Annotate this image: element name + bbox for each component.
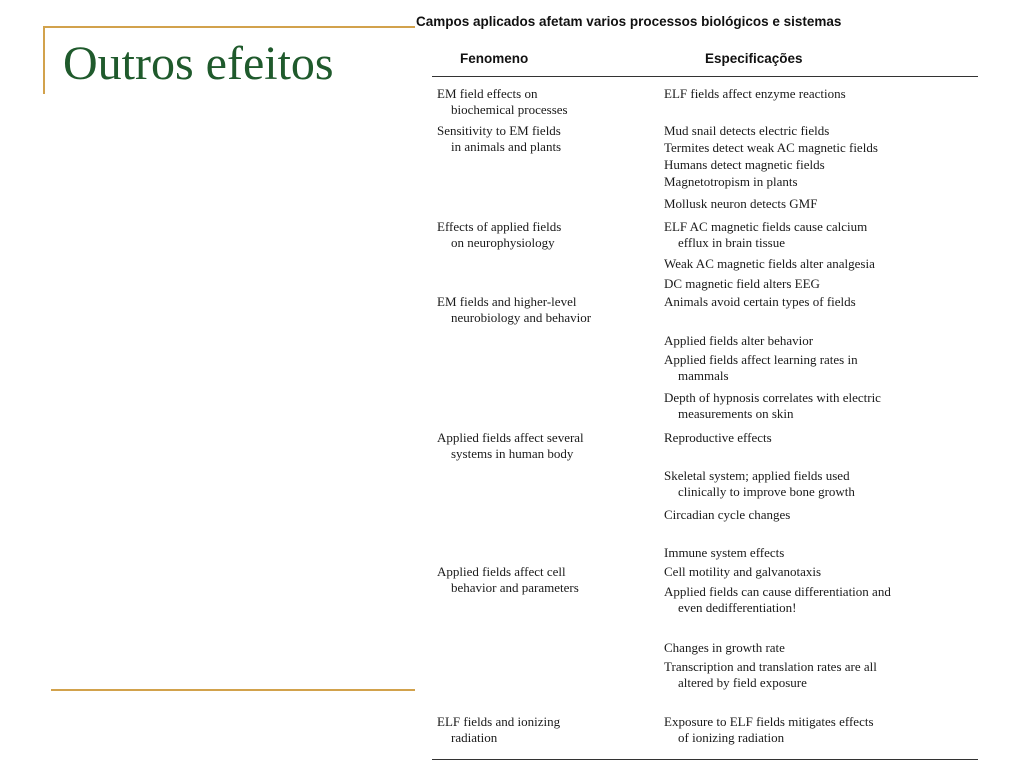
decorative-bottom-rule [51, 689, 415, 691]
header-specifications: Especificações [705, 51, 803, 66]
specification-cell: ELF AC magnetic fields cause calcium efflux in brain tissue [664, 219, 868, 250]
specification-cell: Magnetotropism in plants [664, 174, 798, 189]
specification-cell: Transcription and translation rates are all altered by field exposure [664, 659, 877, 690]
specification-cell: Exposure to ELF fields mitigates effects of ionizing radiation [664, 714, 874, 745]
phenomenon-cell: Sensitivity to EM fields in animals and plants [437, 123, 562, 154]
specification-cell: Skeletal system; applied fields used clinically to improve bone growth [664, 468, 855, 499]
specification-cell: Reproductive effects [664, 430, 772, 445]
specification-cell: DC magnetic field alters EEG [664, 276, 820, 291]
decorative-left-rule [43, 26, 45, 94]
phenomenon-cell: Applied fields affect cell behavior and parameters [437, 564, 579, 595]
specification-cell: Depth of hypnosis correlates with electric measurements on skin [664, 390, 881, 421]
specification-cell: Weak AC magnetic fields alter analgesia [664, 256, 875, 271]
specification-cell: Changes in growth rate [664, 640, 785, 655]
specification-cell: Applied fields alter behavior [664, 333, 814, 348]
specification-cell: Applied fields can cause differentiation and even dedifferentiation! [664, 584, 891, 615]
specification-cell: Mud snail detects electric fields [664, 123, 830, 138]
phenomenon-cell: Effects of applied fields on neurophysiology [437, 219, 562, 250]
specification-cell: Termites detect weak AC magnetic fields [664, 140, 878, 155]
specification-cell: Cell motility and galvanotaxis [664, 564, 822, 579]
specification-cell: Mollusk neuron detects GMF [664, 196, 818, 211]
table-bottom-rule [432, 759, 978, 760]
specification-cell: Animals avoid certain types of fields [664, 294, 856, 309]
table-title: Campos aplicados afetam varios processos biológicos e sistemas [416, 14, 842, 29]
specification-cell: Circadian cycle changes [664, 507, 791, 522]
specification-cell: Immune system effects [664, 545, 785, 560]
phenomenon-cell: ELF fields and ionizing radiation [437, 714, 561, 745]
table-top-rule [432, 76, 978, 77]
specification-cell: ELF fields affect enzyme reactions [664, 86, 846, 101]
phenomenon-cell: Applied fields affect several systems in human body [437, 430, 584, 461]
decorative-top-rule [43, 26, 415, 28]
phenomenon-cell: EM fields and higher-level neurobiology and behavior [437, 294, 592, 325]
slide-title: Outros efeitos [63, 37, 334, 90]
header-phenomenon: Fenomeno [460, 51, 529, 66]
specification-cell: Applied fields affect learning rates in mammals [664, 352, 858, 383]
specification-cell: Humans detect magnetic fields [664, 157, 825, 172]
phenomenon-cell: EM field effects on biochemical processes [437, 86, 568, 117]
